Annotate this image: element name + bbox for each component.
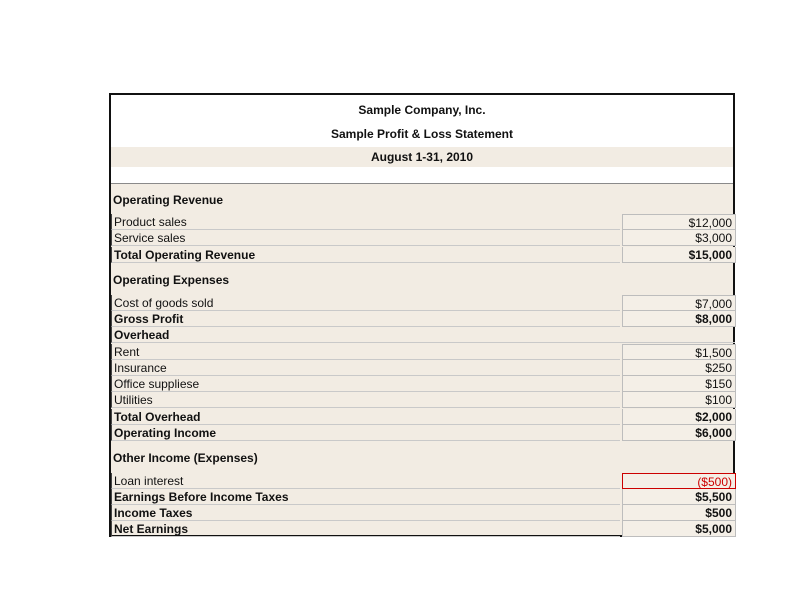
row-label: Operating Income (111, 425, 620, 441)
row-value: $15,000 (622, 247, 736, 263)
row-value: $5,500 (622, 489, 736, 505)
row-label: Net Earnings (111, 521, 620, 537)
row-value: $3,000 (622, 230, 736, 246)
row-value: $7,000 (622, 295, 736, 311)
table-row (111, 521, 735, 537)
row-value: $1,500 (622, 344, 736, 360)
table-row (111, 295, 735, 311)
row-label: Utilities (111, 392, 620, 408)
table-row (111, 214, 735, 230)
header-divider (111, 183, 733, 184)
row-label: Cost of goods sold (111, 295, 620, 311)
statement-period: August 1-31, 2010 (370, 150, 474, 164)
row-label: Loan interest (111, 473, 620, 489)
row-value: $150 (622, 376, 736, 392)
row-value: $2,000 (622, 409, 736, 425)
section-other-income: Other Income (Expenses) (113, 451, 258, 465)
row-value: $250 (622, 360, 736, 376)
row-label: Office suppliese (111, 376, 620, 392)
table-row (111, 489, 735, 505)
section-operating-expenses: Operating Expenses (113, 273, 230, 287)
table-row (111, 230, 735, 246)
row-label: Earnings Before Income Taxes (111, 489, 620, 505)
table-row (111, 247, 735, 263)
row-value: $100 (622, 392, 736, 408)
table-row (111, 473, 735, 489)
row-value-negative: ($500) (622, 473, 736, 489)
table-row (111, 344, 735, 360)
table-row (111, 327, 735, 343)
row-label: Overhead (111, 327, 735, 343)
table-row (111, 409, 735, 425)
table-row (111, 392, 735, 408)
table-row (111, 376, 735, 392)
row-value: $500 (622, 505, 736, 521)
row-label: Rent (111, 344, 620, 360)
profit-loss-statement (109, 93, 735, 537)
row-value: $8,000 (622, 311, 736, 327)
header-spacer (111, 167, 733, 183)
row-value: $5,000 (622, 521, 736, 537)
statement-title: Sample Profit & Loss Statement (330, 127, 514, 141)
table-row (111, 360, 735, 376)
row-value: $12,000 (622, 214, 736, 230)
table-row (111, 425, 735, 441)
company-name: Sample Company, Inc. (358, 103, 486, 117)
row-label: Product sales (111, 214, 620, 230)
row-label: Insurance (111, 360, 620, 376)
row-label: Income Taxes (111, 505, 620, 521)
row-label: Service sales (111, 230, 620, 246)
section-operating-revenue: Operating Revenue (113, 193, 224, 207)
table-row (111, 311, 735, 327)
table-row (111, 505, 735, 521)
row-label: Total Operating Revenue (111, 247, 620, 263)
row-label: Gross Profit (111, 311, 620, 327)
row-value: $6,000 (622, 425, 736, 441)
row-label: Total Overhead (111, 409, 620, 425)
